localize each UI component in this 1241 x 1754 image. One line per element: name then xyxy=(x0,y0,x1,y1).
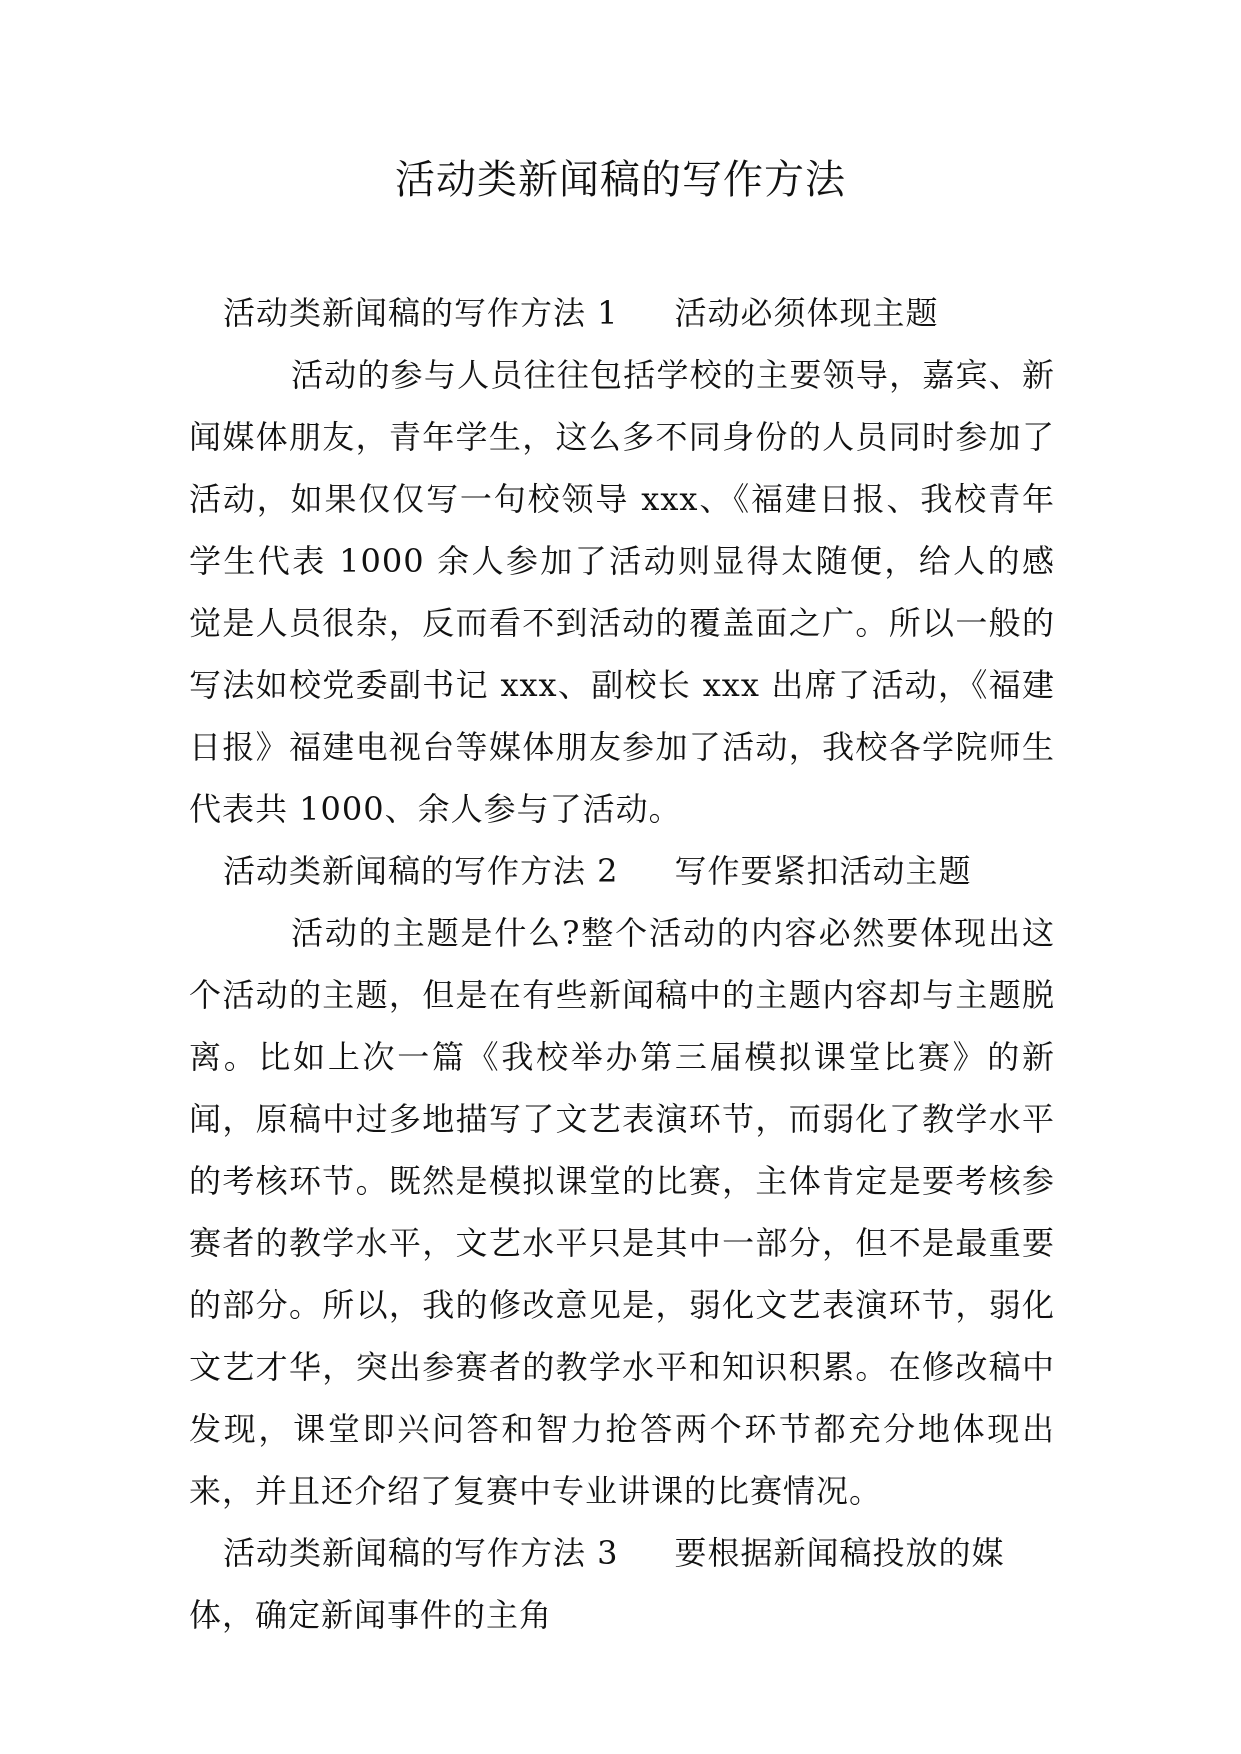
section-heading-1 xyxy=(189,282,1055,344)
section-paragraph-1: 活动的参与人员往往包括学校的主要领导，嘉宾、新闻媒体朋友，青年学生，这么多不同身份的人员同时参加了活动，如果仅仅写一句校领导 xxx、《福建日报、我校青年学生代表 1000 余人参加了活动则显得太随便，给人的感觉是人员很杂，反而看不到活动的覆盖面之广。所以一般的写法如校党委副书记 xxx、副校长 xxx 出席了活动，《福建日报》福建电视台等媒体朋友参加了活动，我校各学院师生代表共 1000、余人参与了活动。 xyxy=(189,356,1055,828)
document-title: 活动类新闻稿的写作方法 xyxy=(395,157,846,203)
section-heading-3-label: 活动类新闻稿的写作方法 3 xyxy=(223,1534,619,1572)
section-heading-1-label: 活动类新闻稿的写作方法 1 xyxy=(223,294,619,332)
section-heading-3 xyxy=(189,1522,1055,1646)
section-heading-3-topic: 要根据新闻稿投放的媒体，确定新闻事件的主角 xyxy=(189,1534,1005,1634)
section-heading-2-label: 活动类新闻稿的写作方法 2 xyxy=(223,852,619,890)
section-paragraph-2: 活动的主题是什么?整个活动的内容必然要体现出这个活动的主题，但是在有些新闻稿中的主题内容却与主题脱离。比如上次一篇《我校举办第三届模拟课堂比赛》的新闻，原稿中过多地描写了文艺表演环节，而弱化了教学水平的考核环节。既然是模拟课堂的比赛，主体肯定是要考核参赛者的教学水平，文艺水平只是其中一部分，但不是最重要的部分。所以，我的修改意见是，弱化文艺表演环节，弱化文艺才华，突出参赛者的教学水平和知识积累。在修改稿中发现，课堂即兴问答和智力抢答两个环节都充分地体现出来，并且还介绍了复赛中专业讲课的比赛情况。 xyxy=(189,914,1055,1510)
section-heading-2-topic: 写作要紧扣活动主题 xyxy=(674,852,972,890)
section-heading-1-topic: 活动必须体现主题 xyxy=(674,294,939,332)
document-body xyxy=(189,282,1055,1646)
section-heading-2 xyxy=(189,840,1055,902)
